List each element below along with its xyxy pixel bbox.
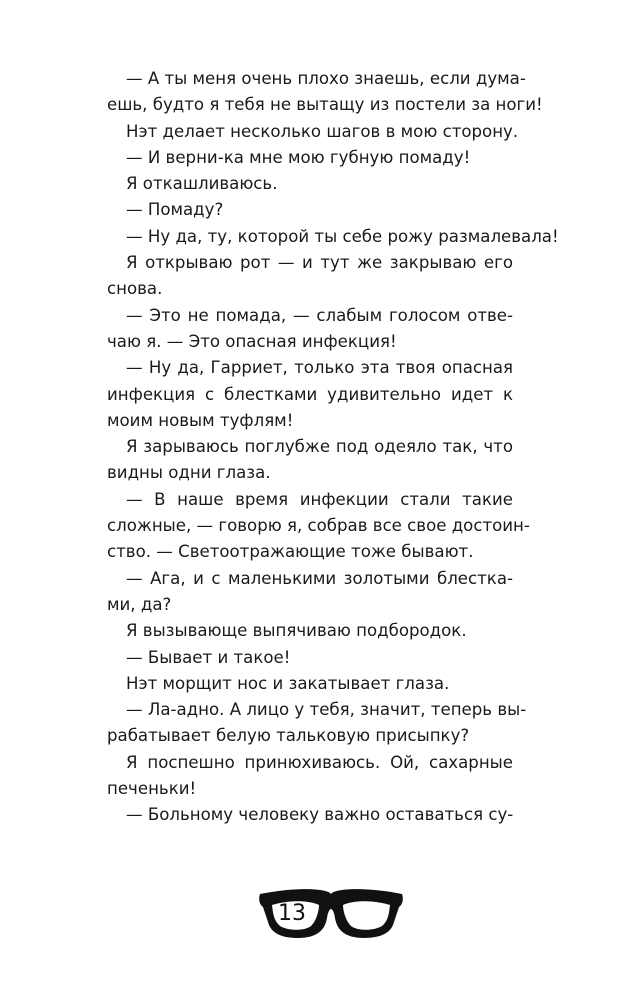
text-line: — Ну да, Гарриет, только эта твоя опасная bbox=[126, 358, 513, 378]
page-number: 13 bbox=[278, 901, 306, 926]
text-line: видны одни глаза. bbox=[107, 463, 271, 483]
text-line: Я поспешно принюхиваюсь. Ой, сахарные bbox=[126, 752, 513, 772]
text-line: — В наше время инфекции стали такие bbox=[126, 489, 513, 509]
text-line: Я зарываюсь поглубже под одеяло так, что bbox=[126, 437, 513, 457]
text-line: — Ла-адно. А лицо у тебя, значит, теперь вы- bbox=[126, 700, 527, 720]
text-line: — И верни-ка мне мою губную помаду! bbox=[126, 147, 471, 167]
text-line: Я вызывающе выпячиваю подбородок. bbox=[126, 621, 467, 641]
text-line: сложные, — говорю я, собрав все свое достоин- bbox=[107, 516, 530, 536]
text-line: Я открываю рот — и тут же закрываю его bbox=[126, 253, 513, 273]
text-line: — Помаду? bbox=[126, 200, 224, 220]
text-line: — Ну да, ту, которой ты себе рожу размалевала! bbox=[126, 226, 559, 246]
text-line: ми, да? bbox=[107, 594, 172, 614]
text-line: снова. bbox=[107, 279, 163, 299]
text-line: — Это не помада, — слабым голосом отве- bbox=[126, 305, 513, 325]
text-line: моим новым туфлям! bbox=[107, 410, 294, 430]
text-line: печеньки! bbox=[107, 779, 197, 799]
text-line: — Ага, и с маленькими золотыми блестка- bbox=[126, 568, 513, 588]
text-line: — Бывает и такое! bbox=[126, 647, 291, 667]
text-line: — Больному человеку важно оставаться су- bbox=[126, 805, 514, 825]
text-line: ство. — Светоотражающие тоже бывают. bbox=[107, 542, 474, 562]
text-line: чаю я. — Это опасная инфекция! bbox=[107, 331, 397, 351]
text-line: — А ты меня очень плохо знаешь, если дума- bbox=[126, 69, 526, 88]
text-line: Нэт морщит нос и закатывает глаза. bbox=[126, 673, 450, 693]
text-line: инфекция с блестками удивительно идет к bbox=[107, 384, 513, 404]
body-text bbox=[107, 66, 559, 829]
text-line: ешь, будто я тебя не вытащу из постели за ноги! bbox=[107, 95, 543, 115]
text-line: Нэт делает несколько шагов в мою сторону. bbox=[126, 121, 519, 141]
text-line: рабатывает белую тальковую присыпку? bbox=[107, 726, 470, 746]
text-line: Я откашливаюсь. bbox=[126, 174, 278, 194]
